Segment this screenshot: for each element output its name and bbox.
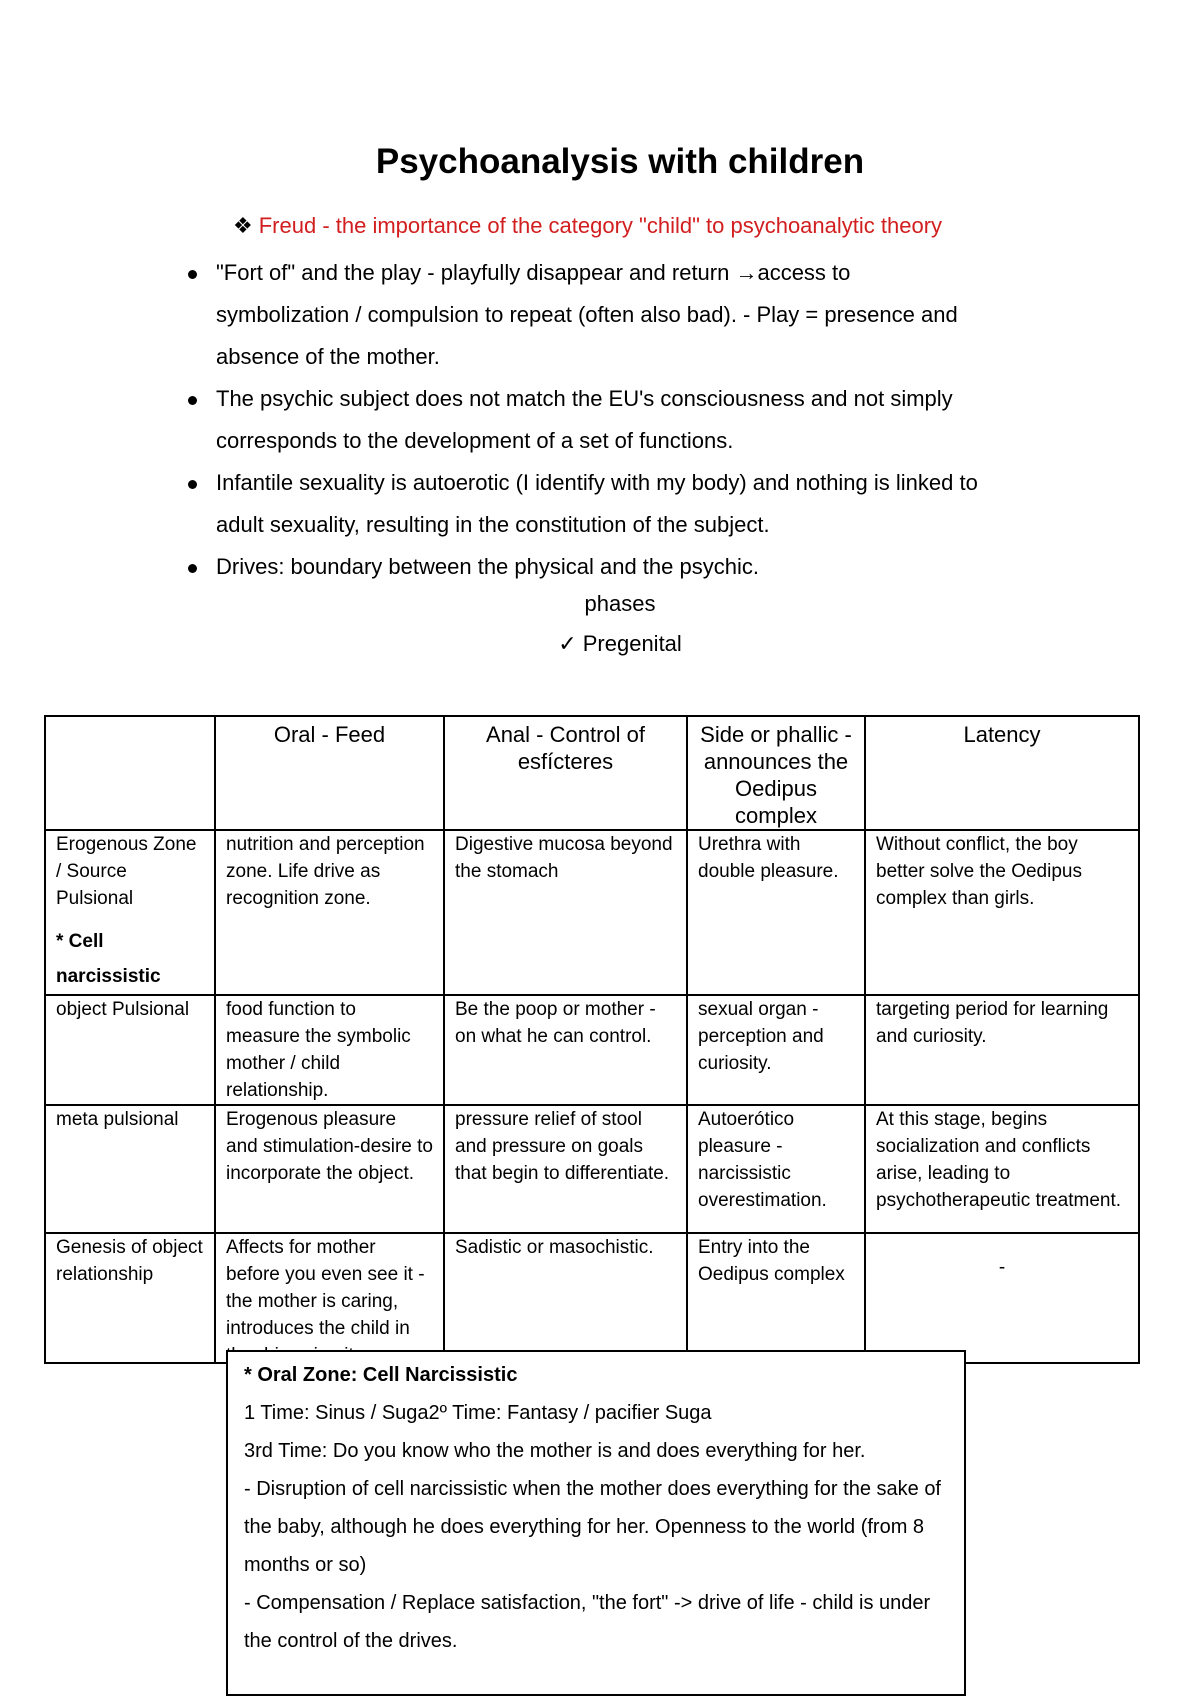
table-cell: nutrition and perception zone. Life drive as recognition zone. [215,830,444,995]
bullet-list [188,252,988,588]
bullet-text: Drives: boundary between the physical and the psychic. [216,554,759,579]
table-cell: Digestive mucosa beyond the stomach [444,830,687,995]
freud-heading [233,213,942,239]
note-line: 3rd Time: Do you know who the mother is and does everything for her. [244,1440,866,1462]
note-line: - Compensation / Replace satisfaction, "the fort" -> drive of life - child is under the control of the drives. [244,1592,931,1652]
table-row [45,995,1139,1105]
bullet-text: Infantile sexuality is autoerotic (I identify with my body) and nothing is linked to adult sexuality, resulting in the constitution of the subject. [216,470,978,537]
bullet-dot-icon [188,396,197,405]
freud-heading-text: Freud - the importance of the category "child" to psychoanalytic theory [258,213,943,238]
note-line: 1 Time: Sinus / Suga2º Time: Fantasy / pacifier Suga [244,1402,712,1424]
table-header-latency: Latency [865,716,1139,830]
table-row [45,1105,1139,1233]
bullet-text: The psychic subject does not match the EU's consciousness and not simply corresponds to the development of a set of functions. [216,386,953,453]
bullet-dot-icon [188,480,197,489]
table-row [45,1233,1139,1363]
table-cell: Without conflict, the boy better solve the Oedipus complex than girls. [865,830,1139,995]
table-header-phallic: Side or phallic - announces the Oedipus complex [687,716,865,830]
diamond-bullet-icon: ❖ [233,213,253,238]
table-cell: At this stage, begins socialization and conflicts arise, leading to psychotherapeutic treatment. [865,1105,1139,1233]
table-row [45,830,1139,995]
table-cell: Urethra with double pleasure. [687,830,865,995]
table-cell: Erogenous pleasure and stimulation-desire to incorporate the object. [215,1105,444,1233]
bullet-item [188,546,988,588]
table-cell: Autoerótico pleasure - narcissistic overestimation. [687,1105,865,1233]
row-label: object Pulsional [45,995,215,1105]
table-cell: pressure relief of stool and pressure on goals that begin to differentiate. [444,1105,687,1233]
bullet-item [188,252,988,378]
note-heading: * Oral Zone: Cell Narcissistic [244,1364,518,1386]
table-cell [215,1233,444,1363]
phases-table [44,715,1140,1364]
table-cell: Be the poop or mother - on what he can control. [444,995,687,1105]
note-box [226,1350,966,1696]
bullet-dot-icon [188,564,197,573]
table-header-anal: Anal - Control of esfícteres [444,716,687,830]
bullet-item [188,378,988,462]
cell-note: * Cell narcissistic [56,931,161,987]
bullet-text: "Fort of" and the play - playfully disappear and return →access to symbolization / compulsion to repeat (often also bad). - Play = presence and absence of the mother. [216,260,958,369]
row-label-text: Erogenous Zone / Source Pulsional [56,834,197,909]
table-cell: Sadistic or masochistic. [444,1233,687,1363]
table-header-oral: Oral - Feed [215,716,444,830]
table-cell: - [865,1233,1139,1363]
row-label [45,830,215,995]
pregenital-label: ✓ Pregenital [558,631,682,656]
phases-label: phases [584,591,656,616]
table-header-empty [45,716,215,830]
table-cell: Entry into the Oedipus complex [687,1233,865,1363]
page-title: Psychoanalysis with children [375,142,865,181]
note-line: - Disruption of cell narcissistic when the mother does everything for the sake of the baby, although he does everything for her. Openness to the world (from 8 months or so) [244,1478,941,1576]
table-header-row [45,716,1139,830]
table-cell: sexual organ - perception and curiosity. [687,995,865,1105]
row-label: Genesis of object relationship [45,1233,215,1363]
table-cell-text: Affects for mother before you even see it - the mother is caring, introduces the child in [226,1237,425,1339]
bullet-dot-icon [188,270,197,279]
row-label: meta pulsional [45,1105,215,1233]
table-cell: food function to measure the symbolic mother / child relationship. [215,995,444,1105]
table-cell: targeting period for learning and curiosity. [865,995,1139,1105]
bullet-item [188,462,988,546]
